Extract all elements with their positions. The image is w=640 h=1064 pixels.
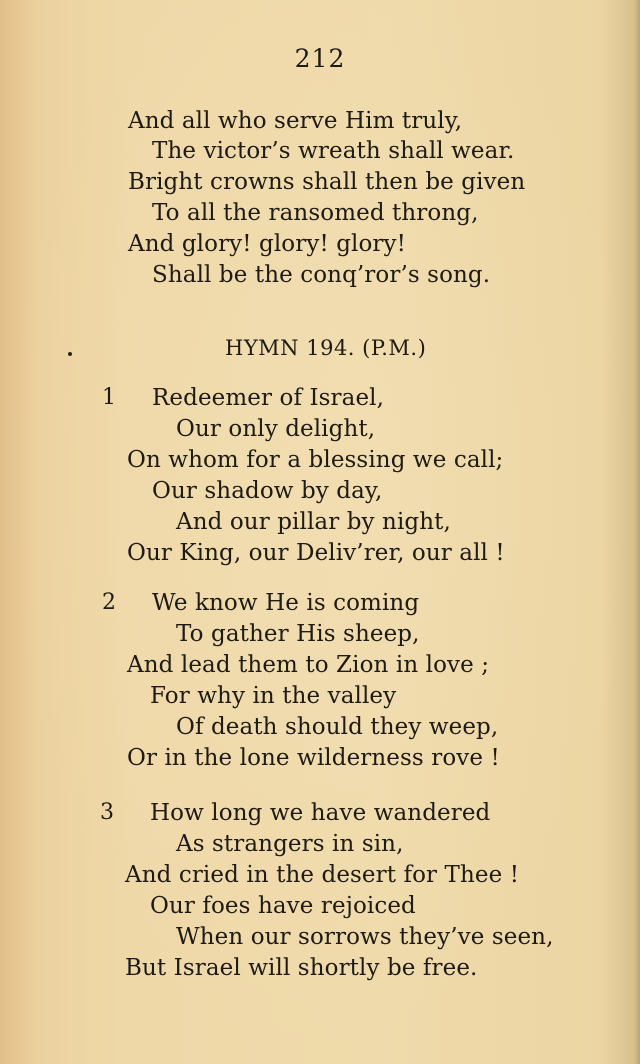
stanza-line: Shall be the conq’ror’s song. [152, 262, 491, 288]
verse-line: And our pillar by night, [176, 509, 451, 535]
verse-line: Our only delight, [176, 416, 376, 442]
verse-line: We know He is coming [152, 590, 420, 616]
verse-line: As strangers in sin, [176, 831, 404, 857]
stanza-line: And glory! glory! glory! [128, 231, 406, 257]
verse-line: How long we have wandered [150, 800, 491, 826]
print-speck [68, 352, 72, 356]
verse-number: 3 [100, 800, 114, 825]
verse-line: But Israel will shortly be free. [125, 955, 478, 981]
verse-line: Our King, our Deliv’rer, our all ! [127, 540, 505, 566]
verse-line: On whom for a blessing we call; [127, 447, 504, 473]
verse-number: 1 [102, 385, 116, 410]
verse-line: Of death should they weep, [176, 714, 499, 740]
stanza-line: The victor’s wreath shall wear. [152, 138, 515, 164]
verse-line: Our shadow by day, [152, 478, 383, 504]
verse-line: When our sorrows they’ve seen, [176, 924, 554, 950]
verse-line: Our foes have rejoiced [150, 893, 416, 919]
verse-line: And lead them to Zion in love ; [127, 652, 490, 678]
verse-line: And cried in the desert for Thee ! [125, 862, 520, 888]
verse-line: To gather His sheep, [176, 621, 420, 647]
stanza-line: To all the ransomed throng, [152, 200, 479, 226]
verse-line: Redeemer of Israel, [152, 385, 385, 411]
page-number: 212 [294, 44, 346, 73]
verse-number: 2 [102, 590, 116, 615]
hymn-title: HYMN 194. (P.M.) [225, 336, 427, 360]
stanza-line: And all who serve Him truly, [128, 108, 463, 134]
verse-line: For why in the valley [150, 683, 397, 709]
verse-line: Or in the lone wilderness rove ! [127, 745, 500, 771]
stanza-line: Bright crowns shall then be given [128, 169, 526, 195]
